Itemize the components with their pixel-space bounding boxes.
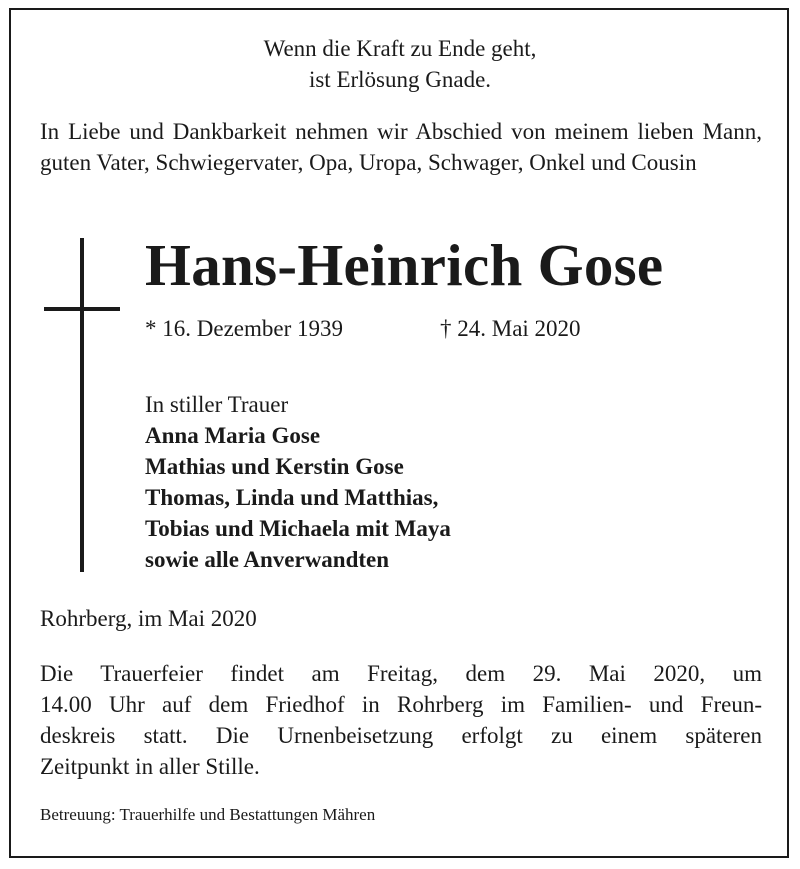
cross-icon-bar [44, 307, 120, 311]
mourner-name: Thomas, Linda und Matthias, [145, 485, 439, 510]
death-date: † 24. Mai 2020 [440, 316, 581, 341]
motto [0, 33, 800, 95]
mourners-heading: In stiller Trauer [145, 392, 289, 417]
mourner-name: Mathias und Kerstin Gose [145, 454, 404, 479]
mourner-name: Tobias und Michaela mit Maya [145, 516, 451, 541]
service-line: Die Trauerfeier findet am Freitag, dem 29. Mai 2020, um [40, 661, 762, 686]
mourner-name: sowie alle Anverwandten [145, 547, 390, 572]
service-text [40, 658, 762, 782]
service-line: 14.00 Uhr auf dem Friedhof in Rohrberg im Familien- und Freun- [40, 692, 762, 717]
motto-line-1: Wenn die Kraft zu Ende geht, [263, 36, 537, 61]
funeral-home-credit: Betreuung: Trauerhilfe und Bestattungen Mähren [40, 805, 376, 824]
deceased-name: Hans-Heinrich Gose [145, 232, 664, 298]
motto-line-2: ist Erlösung Gnade. [308, 67, 492, 92]
mourner-name: Anna Maria Gose [145, 423, 321, 448]
intro-text: In Liebe und Dankbarkeit nehmen wir Abschied von meinem lieben Mann, guten Vater, Schwiegervater, Opa, Uropa, Schwager, Onkel und Cousin [40, 119, 762, 175]
service-line: deskreis statt. Die Urnenbeisetzung erfolgt zu einem späteren [40, 723, 762, 748]
service-line: Zeitpunkt in aller Stille. [40, 754, 260, 779]
mourners-block [145, 389, 451, 575]
birth-date: * 16. Dezember 1939 [145, 316, 343, 341]
cross-icon [80, 238, 84, 572]
place-date: Rohrberg, im Mai 2020 [40, 606, 257, 631]
